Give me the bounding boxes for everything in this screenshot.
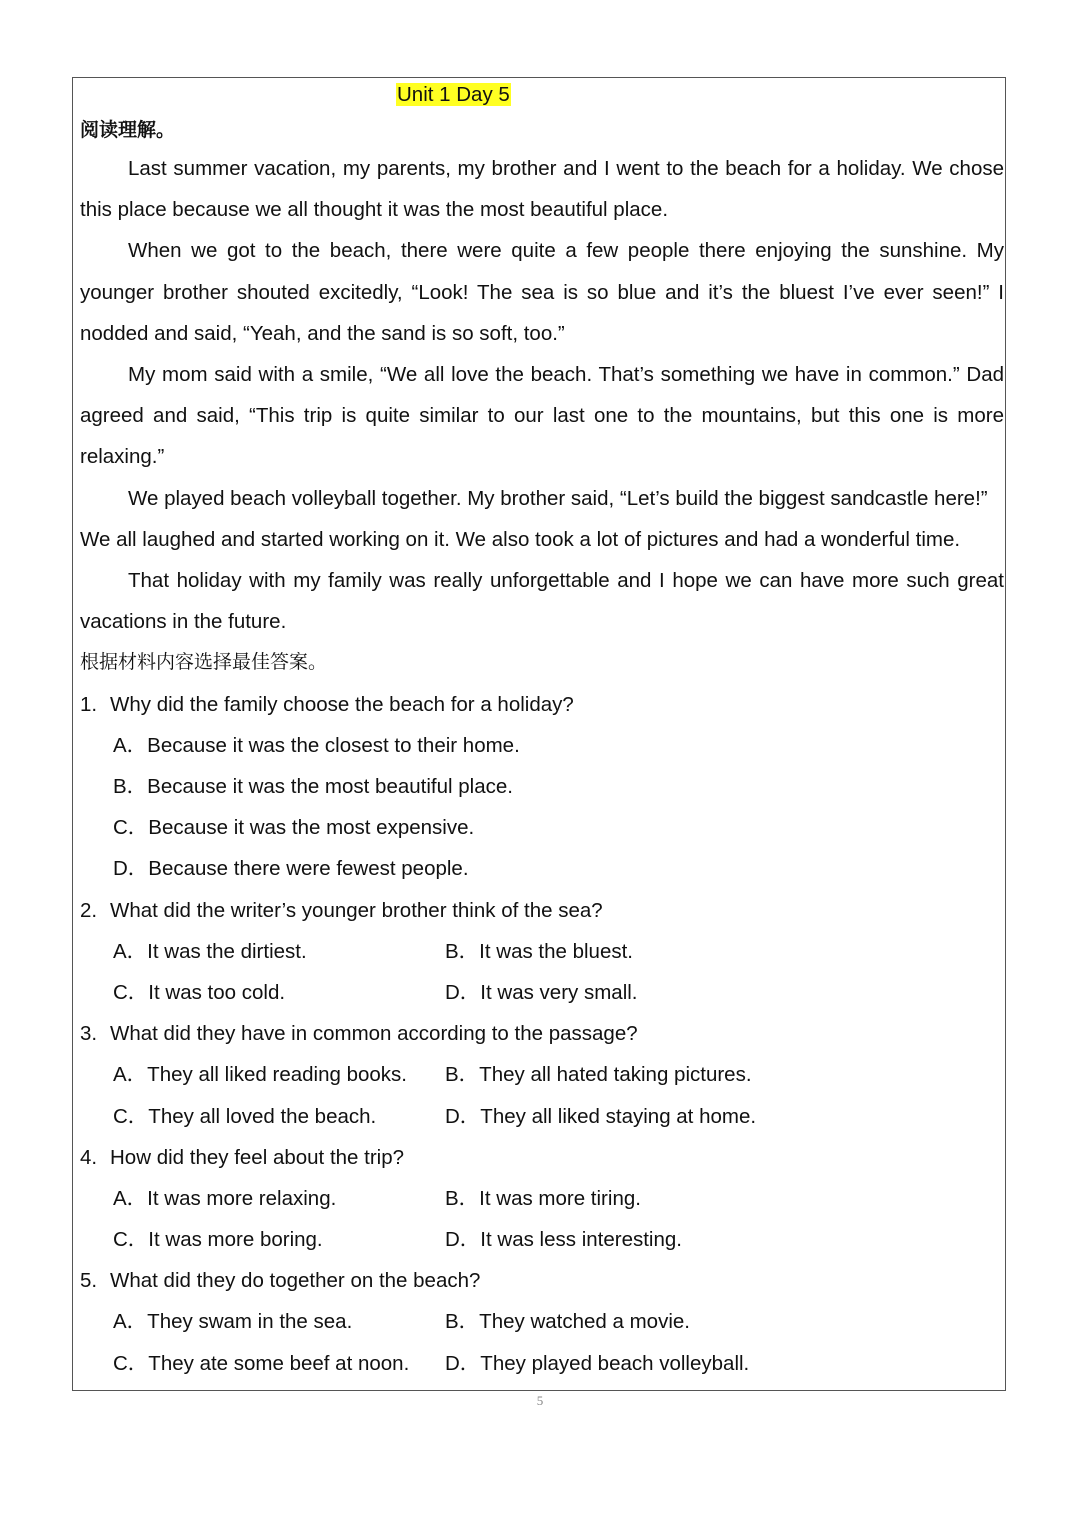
- question-number: 2.: [80, 898, 98, 922]
- option-d: D．It was very small.: [445, 980, 638, 1004]
- option-a: A．It was more relaxing.: [113, 1186, 337, 1210]
- option-b: B．They all hated taking pictures.: [445, 1063, 752, 1087]
- question-text: What did they have in common according to the passage?: [110, 1022, 638, 1046]
- option-row: [80, 1054, 1004, 1095]
- passage-paragraph-4-cont: We all laughed and started working on it. We also took a lot of pictures and had a wonderful time.: [80, 527, 961, 551]
- option-a: A．It was the dirtiest.: [113, 939, 307, 963]
- passage-paragraph-3: My mom said with a smile, “We all love the beach. That’s something we have in common.” Dad agreed and said, “This trip is quite similar to our last one to the mountains, but this one is more relaxing.”: [80, 363, 1004, 469]
- question-text: What did the writer’s younger brother think of the sea?: [110, 898, 603, 922]
- question-text: Why did the family choose the beach for a holiday?: [110, 692, 574, 716]
- option-d: D．They played beach volleyball.: [445, 1351, 750, 1375]
- option-row: [80, 1219, 1004, 1260]
- section-label: 阅读理解。: [80, 119, 176, 141]
- option-d: D．Because there were fewest people.: [113, 857, 469, 881]
- option-row: [80, 972, 1004, 1013]
- instruction-text: 根据材料内容选择最佳答案。: [80, 651, 328, 674]
- title-row: [80, 78, 1004, 112]
- option-c: C．They all loved the beach.: [113, 1104, 377, 1128]
- question-2: [80, 890, 1004, 931]
- option-c: C．It was too cold.: [113, 980, 286, 1004]
- option-row: [80, 807, 1004, 848]
- question-1: [80, 684, 1004, 725]
- option-c: C．They ate some beef at noon.: [113, 1351, 410, 1375]
- option-d: D．They all liked staying at home.: [445, 1104, 757, 1128]
- question-4: [80, 1137, 1004, 1178]
- passage-paragraph-4: We played beach volleyball together. My brother said, “Let’s build the biggest sandcastle here!”: [128, 486, 988, 510]
- question-text: What did they do together on the beach?: [110, 1269, 481, 1293]
- option-c: C．It was more boring.: [113, 1228, 323, 1252]
- option-row: [80, 1301, 1004, 1342]
- option-a: A．They all liked reading books.: [113, 1063, 407, 1087]
- passage-paragraph-1: Last summer vacation, my parents, my brother and I went to the beach for a holiday. We chose this place because we all thought it was the most beautiful place.: [80, 157, 1004, 222]
- option-b: B．They watched a movie.: [445, 1310, 690, 1334]
- page-title: Unit 1 Day 5: [397, 83, 510, 106]
- question-number: 4.: [80, 1145, 98, 1169]
- option-a: A．Because it was the closest to their home.: [113, 733, 520, 757]
- option-a: A．They swam in the sea.: [113, 1310, 353, 1334]
- option-b: B．It was the bluest.: [445, 939, 634, 963]
- option-row: [80, 1178, 1004, 1219]
- document-body: [80, 78, 1004, 1384]
- question-text: How did they feel about the trip?: [110, 1145, 405, 1169]
- question-number: 3.: [80, 1022, 98, 1046]
- question-5: [80, 1260, 1004, 1301]
- option-row: [80, 766, 1004, 807]
- option-c: C．Because it was the most expensive.: [113, 816, 475, 840]
- option-row: [80, 725, 1004, 766]
- question-number: 5.: [80, 1269, 98, 1293]
- option-row: [80, 1096, 1004, 1137]
- passage-paragraph-5: That holiday with my family was really unforgettable and I hope we can have more such great vacations in the future.: [80, 569, 1004, 634]
- passage-paragraph-2: When we got to the beach, there were quite a few people there enjoying the sunshine. My younger brother shouted excitedly, “Look! The sea is so blue and it’s the bluest I’ve ever seen!” I nodded and said, “Yeah, and the sand is so soft, too.”: [80, 239, 1004, 345]
- question-number: 1.: [80, 692, 98, 716]
- option-row: [80, 848, 1004, 889]
- option-b: B．It was more tiring.: [445, 1186, 641, 1210]
- option-row: [80, 931, 1004, 972]
- page-number: 5: [536, 1393, 544, 1408]
- question-3: [80, 1013, 1004, 1054]
- option-d: D．It was less interesting.: [445, 1228, 682, 1252]
- option-row: [80, 1343, 1004, 1384]
- option-b: B．Because it was the most beautiful place.: [113, 775, 513, 799]
